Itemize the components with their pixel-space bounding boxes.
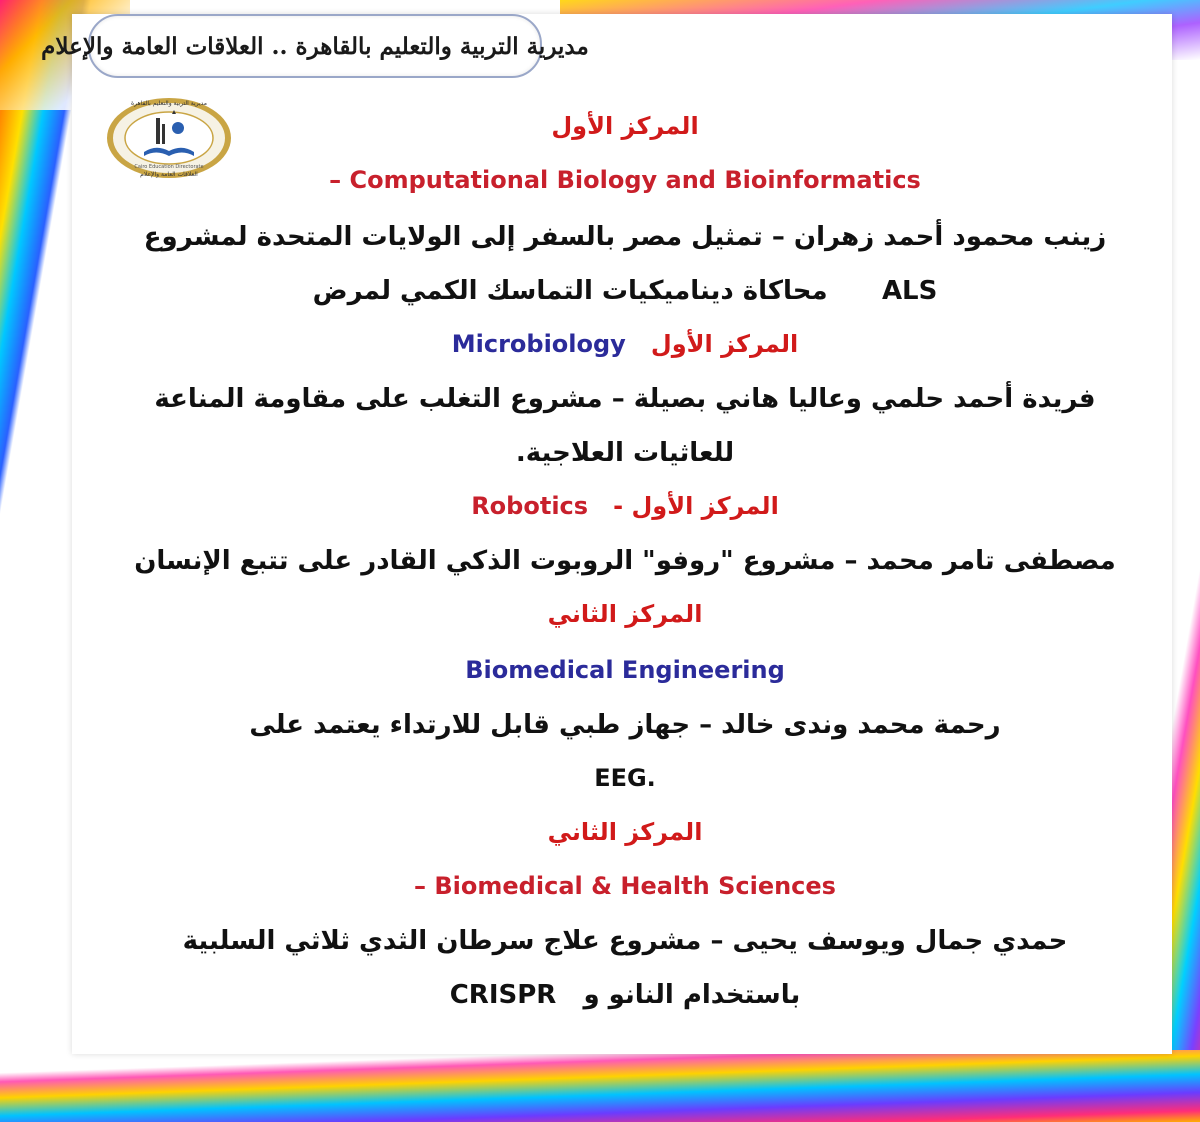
header-title: مديرية التربية والتعليم بالقاهرة .. العلاقات العامة والإعلام [41, 32, 589, 60]
entry-2-text-1: فريدة أحمد حلمي وعاليا هاني بصيلة – مشروع التغلب على مقاومة المناعة [154, 384, 1096, 414]
entry-4-rank: المركز الثاني [547, 600, 703, 628]
entry-1-text-1: زينب محمود أحمد زهران – تمثيل مصر بالسفر إلى الولايات المتحدة لمشروع [143, 222, 1107, 252]
entry-3-heading [80, 492, 1170, 520]
entry-3-field: Robotics [471, 492, 589, 520]
entry-1-rank: المركز الأول [551, 112, 699, 140]
entry-2-heading [80, 330, 1170, 358]
entry-4-text-1: رحمة محمد وندى خالد – جهاز طبي قابل للارتداء يعتمد على [249, 710, 1001, 740]
entry-3-rank: المركز الأول - [613, 492, 779, 520]
entry-2-text-2: للعاثيات العلاجية. [515, 438, 735, 468]
entry-3-text-1: مصطفى تامر محمد – مشروع "روفو" الروبوت الذكي القادر على تتبع الإنسان [134, 546, 1116, 576]
entry-4-text-2: EEG. [594, 764, 656, 792]
entry-5-field: – Biomedical & Health Sciences [414, 872, 836, 900]
entry-2-rank: المركز الأول [650, 330, 799, 358]
entry-5-text-2-ar: باستخدام النانو و [583, 980, 801, 1010]
entry-1-text-2-ar: محاكاة ديناميكيات التماسك الكمي لمرض [312, 276, 828, 306]
entry-5-text-2 [80, 980, 1170, 1010]
entry-2-field: Microbiology [451, 330, 626, 358]
entry-5-text-2-en: CRISPR [449, 980, 557, 1010]
entry-5-rank: المركز الثاني [547, 818, 703, 846]
logo-text-top: مديرية التربية والتعليم بالقاهرة [131, 100, 207, 107]
frame-bottom-stripes [0, 1050, 1200, 1122]
entry-5-text-1: حمدي جمال ويوسف يحيى – مشروع علاج سرطان الثدي ثلاثي السلبية [182, 926, 1068, 956]
entry-1-text-2 [80, 276, 1170, 306]
entry-4-field: Biomedical Engineering [465, 656, 785, 684]
logo-text-bottom: العلاقات العامة والإعلام [140, 171, 198, 178]
header-banner [41, 14, 589, 78]
logo-text-en: Cairo Education Directorate [134, 164, 204, 170]
entry-1-text-2-en: ALS [881, 276, 938, 306]
entry-1-field: – Computational Biology and Bioinformatics [329, 166, 921, 194]
